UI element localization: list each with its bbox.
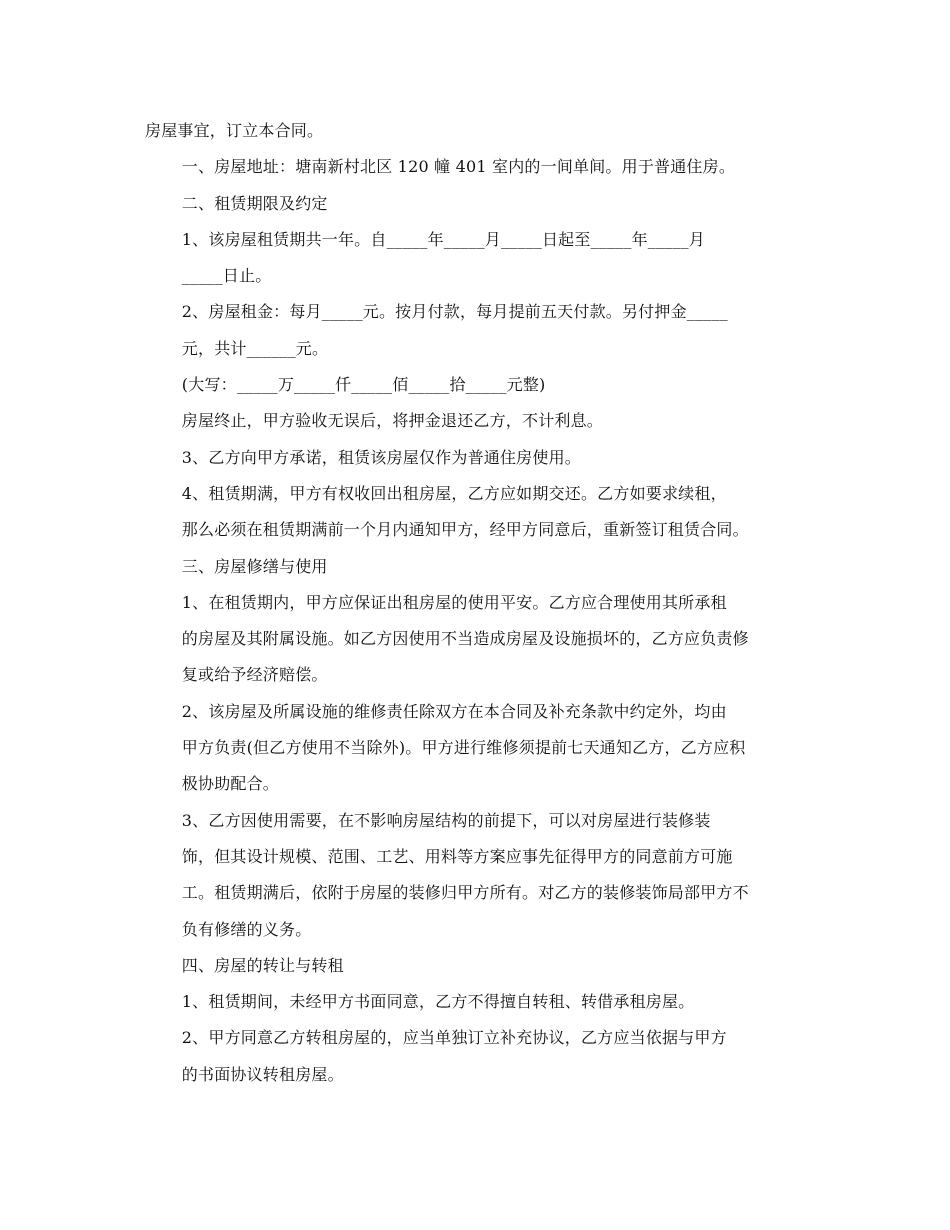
document-paragraph: [145, 549, 810, 585]
text-line: 的房屋及其附属设施。如乙方因使用不当造成房屋及设施损坏的，乙方应负责修: [181, 629, 749, 649]
text-line: 2、房屋租金：每月_____元。按月付款，每月提前五天付款。另付押金_____: [181, 302, 728, 322]
text-line: 2、该房屋及所属设施的维修责任除双方在本合同及补充条款中约定外，均由: [181, 701, 727, 721]
text-line: 元，共计______元。: [181, 338, 329, 358]
text-line: 二、租赁期限及约定: [181, 193, 328, 213]
document-paragraph: [145, 403, 810, 439]
text-line: 3、乙方因使用需要，在不影响房屋结构的前提下，可以对房屋进行装修装: [181, 810, 711, 830]
text-line: 4、租赁期满，甲方有权收回出租房屋，乙方应如期交还。乙方如要求续租，: [181, 483, 727, 503]
text-line: 负有修缮的义务。: [181, 919, 312, 939]
document-paragraph: [145, 222, 810, 295]
document-paragraph: [145, 113, 810, 149]
text-line: 四、房屋的转让与转租: [181, 955, 344, 975]
document-paragraph: [145, 803, 810, 948]
text-line: 房屋事宜，订立本合同。: [145, 121, 324, 140]
text-line: 1、在租赁期内，甲方应保证出租房屋的使用平安。乙方应合理使用其所承租: [181, 592, 727, 612]
text-line: 甲方负责(但乙方使用不当除外)。甲方进行维修须提前七天通知乙方，乙方应积: [181, 738, 746, 758]
text-line: 1、租赁期间，未经甲方书面同意，乙方不得擅自转租、转借承租房屋。: [181, 992, 695, 1012]
text-line: 的书面协议转租房屋。: [181, 1064, 344, 1084]
document-paragraph: [145, 585, 810, 694]
document-paragraph: [145, 367, 810, 403]
text-line: 房屋终止，甲方验收无误后，将押金退还乙方，不计利息。: [181, 411, 603, 431]
text-line: (大写：_____万_____仟_____佰_____拾_____元整): [181, 375, 546, 395]
document-paragraph: [145, 476, 810, 549]
text-line: 一、房屋地址：塘南新村北区 120 幢 401 室内的一间单间。用于普通住房。: [181, 157, 736, 177]
document-paragraph: [145, 984, 810, 1020]
text-line: 复或给予经济赔偿。: [181, 665, 328, 685]
text-line: 那么必须在租赁期满前一个月内通知甲方，经甲方同意后，重新签订租赁合同。: [181, 520, 749, 540]
text-line: 3、乙方向甲方承诺，租赁该房屋仅作为普通住房使用。: [181, 447, 581, 467]
document-paragraph: [145, 694, 810, 803]
text-line: 2、甲方同意乙方转租房屋的，应当单独订立补充协议，乙方应当依据与甲方: [181, 1028, 727, 1048]
text-line: 饰，但其设计规模、范围、工艺、用料等方案应事先征得甲方的同意前方可施: [181, 846, 733, 866]
text-line: 工。租赁期满后，依附于房屋的装修归甲方所有。对乙方的装修装饰局部甲方不: [181, 883, 749, 903]
document-paragraph: [145, 440, 810, 476]
document-body: [145, 113, 810, 1093]
document-paragraph: [145, 1020, 810, 1093]
text-line: 三、房屋修缮与使用: [181, 556, 328, 576]
text-line: 极协助配合。: [181, 774, 279, 794]
document-paragraph: [145, 294, 810, 367]
document-paragraph: [145, 149, 810, 185]
text-line: 1、该房屋租赁期共一年。自_____年_____月_____日起至_____年_____月: [181, 229, 705, 249]
document-paragraph: [145, 948, 810, 984]
document-paragraph: [145, 186, 810, 222]
text-line: _____日止。: [181, 266, 272, 286]
